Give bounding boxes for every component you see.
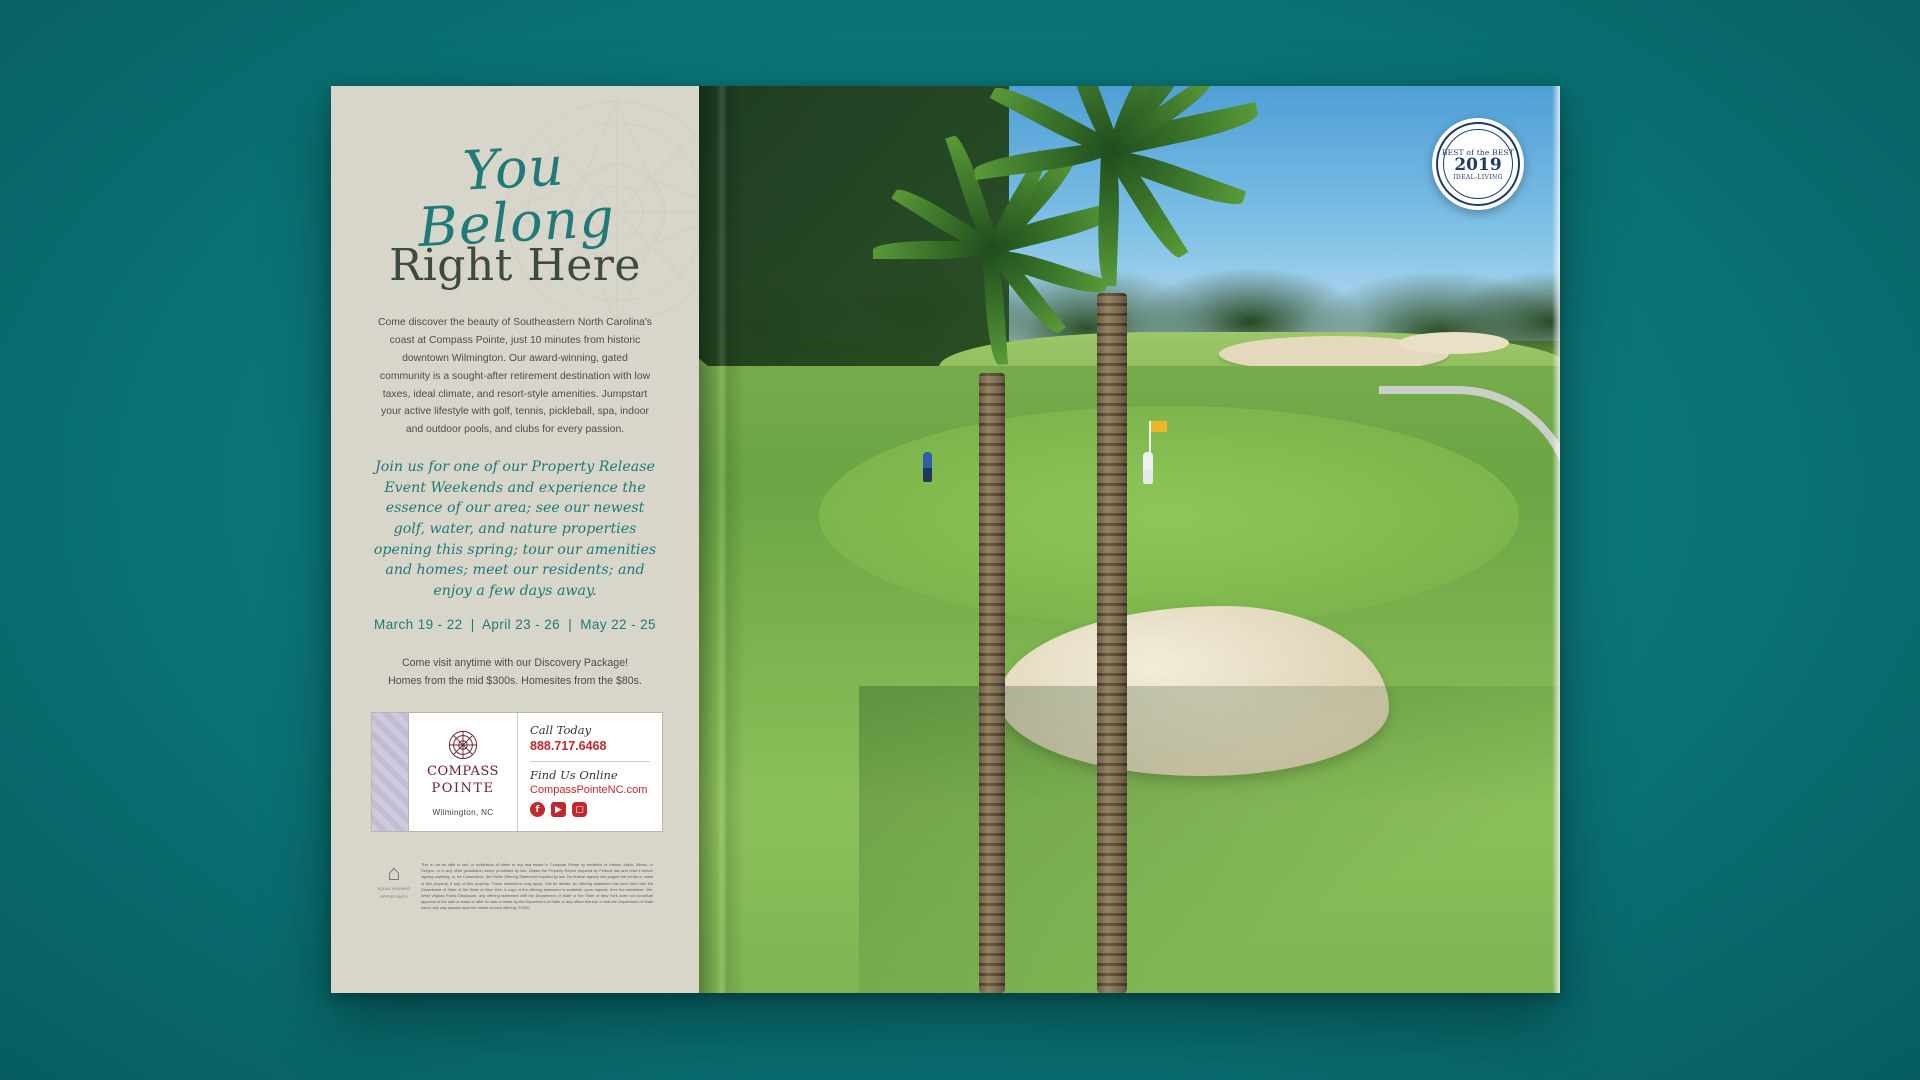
find-us-online-label: Find Us Online xyxy=(530,768,618,783)
award-badge-inner xyxy=(1436,122,1520,206)
headline-script-line: You Belong xyxy=(416,134,617,260)
contact-details xyxy=(518,713,662,831)
badge-year: 2019 xyxy=(1454,154,1502,175)
left-page xyxy=(331,86,699,993)
legal-section xyxy=(371,862,659,910)
event-dates xyxy=(371,617,659,632)
right-page xyxy=(699,86,1560,993)
eho-label-2: OPPORTUNITY xyxy=(379,895,409,900)
event-date-3: May 22 - 25 xyxy=(580,617,656,633)
date-separator-1: | xyxy=(470,617,475,633)
date-separator-2: | xyxy=(568,617,573,633)
award-badge xyxy=(1432,118,1524,210)
event-date-2: April 23 - 26 xyxy=(482,617,561,633)
call-today-label: Call Today xyxy=(530,723,592,738)
facebook-icon[interactable]: f xyxy=(530,802,545,817)
youtube-icon[interactable]: ▶ xyxy=(551,802,566,817)
equal-housing-opportunity-icon xyxy=(377,862,411,900)
discovery-package-copy xyxy=(371,654,659,690)
discovery-line-1: Come visit anytime with our Discovery Package! xyxy=(401,657,629,670)
magazine-spread xyxy=(331,86,1560,993)
brand-city: Wilmington, NC xyxy=(432,807,494,817)
page-title xyxy=(371,134,659,291)
compass-rose-icon xyxy=(446,728,480,762)
contact-card xyxy=(371,712,663,832)
card-divider xyxy=(530,761,650,762)
phone-number[interactable]: 888.717.6468 xyxy=(530,739,607,754)
far-bunker-secondary xyxy=(1399,332,1509,354)
event-date-1: March 19 - 22 xyxy=(374,617,463,633)
badge-top-text: BEST of the BEST xyxy=(1441,147,1515,157)
card-pattern-swatch xyxy=(372,713,409,831)
headline-serif-line: Right Here xyxy=(389,240,641,291)
body-copy: Come discover the beauty of Southeastern North Carolina's coast at Compass Pointe, just 10 minutes from historic downtown Wilmington. Our award-winning, gated community is a sought-after retirement destination with low taxes, ideal climate, and resort-style amenities. Jumpstart your active lifestyle with golf, tennis, pickleball, spa, indoor and outdoor pools, and clubs for every passion. xyxy=(377,317,653,436)
social-links xyxy=(530,802,650,817)
brand-name-line2: POINTE xyxy=(431,780,495,796)
fine-print-disclaimer: This is not an offer to sell, or solicitation of offers to buy real estate in Compass Pointe by residents of Hawaii, Idaho, Illinois, or Oregon, or in any other jurisdiction where prohibited by law. Obtain the Property Report required by Federal law and read it before signing anything, or, for Connecticut, the Public Offering Statement required by law. No federal agency has judged the merits or value of this property, if any, of this property. These restrictions may apply. Call for details. An offering statement has been filed with the Department of State of the State of New York. A copy of the offering statement is available, upon request, from the subdivider. We, West Virginia Public Disclosure, any offering statement with the Department of State or the State of New York does not constitute approval of the sale or lease or offer for sale or lease by the Department of State or any officer thereof, or that the Department of State has in any way passed upon the merits of such offering. ©2020 xyxy=(421,862,653,910)
badge-bottom-text: IDEAL-LIVING xyxy=(1453,173,1503,181)
palm-tree xyxy=(969,133,1249,993)
brand-logo xyxy=(409,713,518,831)
eho-label-1: EQUAL HOUSING xyxy=(377,887,411,892)
brand-name-line1: COMPASS xyxy=(427,763,499,779)
house-icon: ⌂ xyxy=(387,860,401,886)
website-link[interactable]: CompassPointeNC.com xyxy=(530,784,648,797)
instagram-icon[interactable]: ▢ xyxy=(572,802,587,817)
event-callout: Join us for one of our Property Release Event Weekends and experience the essence of our area; see our newest golf, water, and nature properties opening this spring; tour our amenities and homes; meet our residents; and enjoy a few days away. xyxy=(373,459,657,599)
pricing-line: Homes from the mid $300s. Homesites from the $80s. xyxy=(388,675,642,688)
